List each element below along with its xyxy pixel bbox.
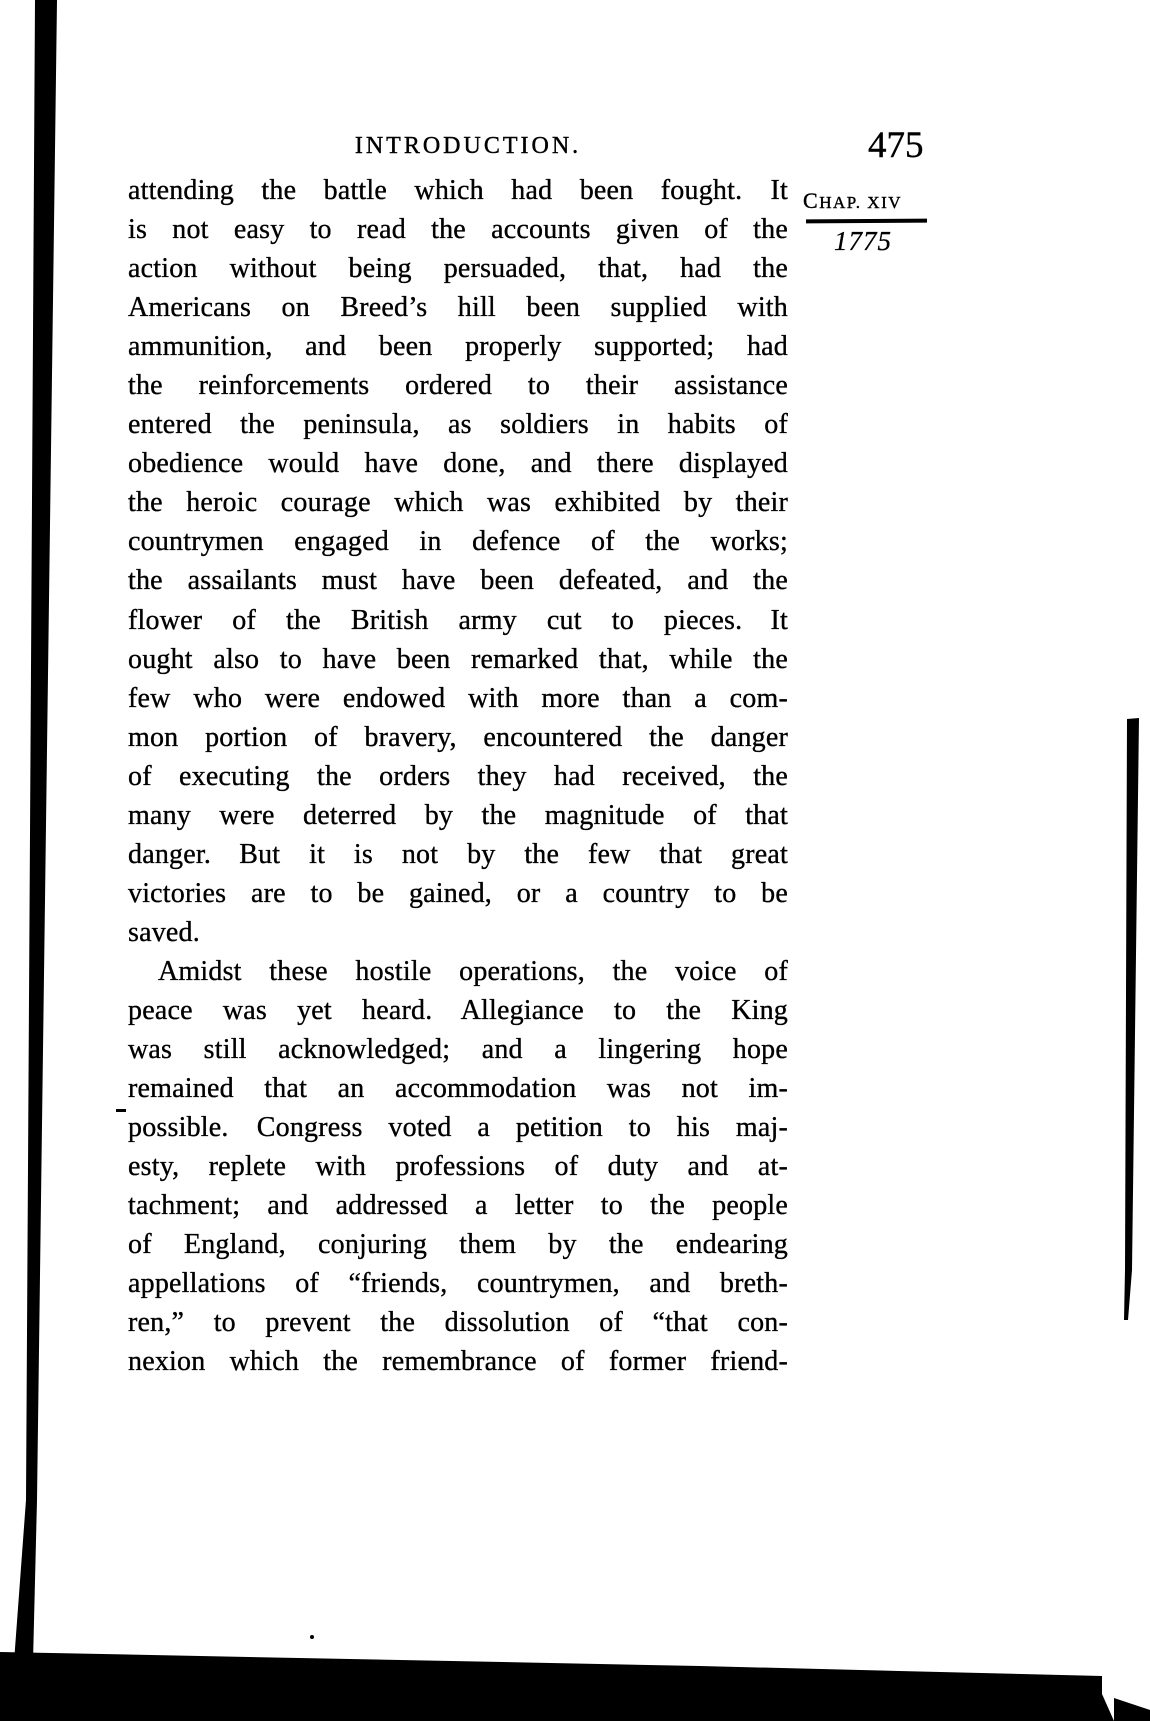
text-line: of executing the orders they had received, the (128, 760, 788, 792)
right-margin-artifact (1124, 718, 1139, 1320)
text-line: appellations of “friends, countrymen, and breth- (128, 1268, 788, 1300)
text-line: countrymen engaged in defence of the works; (128, 526, 788, 558)
bottom-right-corner-artifact (1114, 1698, 1150, 1721)
text-line: possible. Congress voted a petition to his maj- (128, 1112, 788, 1144)
margin-chapter-note: CHAP. XIV (803, 188, 903, 213)
text-line: nexion which the remembrance of former friend- (128, 1346, 788, 1378)
text-line: of England, conjuring them by the endearing (128, 1229, 788, 1261)
text-line: ought also to have been remarked that, while the (128, 643, 788, 675)
text-line: Americans on Breed’s hill been supplied with (128, 292, 788, 324)
text-line: danger. But it is not by the few that great (128, 838, 788, 870)
text-line: obedience would have done, and there displayed (128, 448, 788, 480)
bottom-scan-band (0, 1652, 1114, 1721)
text-line: peace was yet heard. Allegiance to the King (128, 994, 788, 1026)
text-line: many were deterred by the magnitude of that (128, 799, 788, 831)
text-line: the reinforcements ordered to their assistance (128, 370, 788, 402)
text-line: the heroic courage which was exhibited by their (128, 487, 788, 519)
text-line: victories are to be gained, or a country to be (128, 877, 788, 909)
text-line: was still acknowledged; and a lingering hope (128, 1034, 788, 1066)
margin-year-note: 1775 (834, 226, 892, 256)
text-line: tachment; and addressed a letter to the people (128, 1190, 788, 1222)
text-line: flower of the British army cut to pieces. It (128, 604, 788, 636)
page-number: 475 (868, 125, 924, 166)
text-line: ammunition, and been properly supported; had (128, 331, 788, 363)
text-line: few who were endowed with more than a com- (128, 682, 788, 714)
text-line: mon portion of bravery, encountered the danger (128, 721, 788, 753)
text-line: is not easy to read the accounts given of the (128, 214, 788, 246)
text-line: esty, replete with professions of duty and at- (128, 1151, 788, 1183)
left-binding-artifact (14, 0, 57, 1662)
text-line: saved. (128, 916, 200, 948)
margin-note-rule (806, 219, 927, 224)
body-text (128, 171, 788, 1381)
text-line: action without being persuaded, that, had the (128, 253, 788, 285)
ink-speck (310, 1635, 314, 1639)
margin-dash-artifact (116, 1109, 126, 1112)
running-head: INTRODUCTION. (354, 133, 582, 159)
text-line: remained that an accommodation was not im- (128, 1073, 788, 1105)
text-line: Amidst these hostile operations, the voice of (158, 955, 788, 987)
text-line: the assailants must have been defeated, and the (128, 565, 788, 597)
text-line: entered the peninsula, as soldiers in habits of (128, 409, 788, 441)
text-line: ren,” to prevent the dissolution of “that con- (128, 1307, 788, 1339)
text-line: attending the battle which had been fought. It (128, 175, 788, 206)
